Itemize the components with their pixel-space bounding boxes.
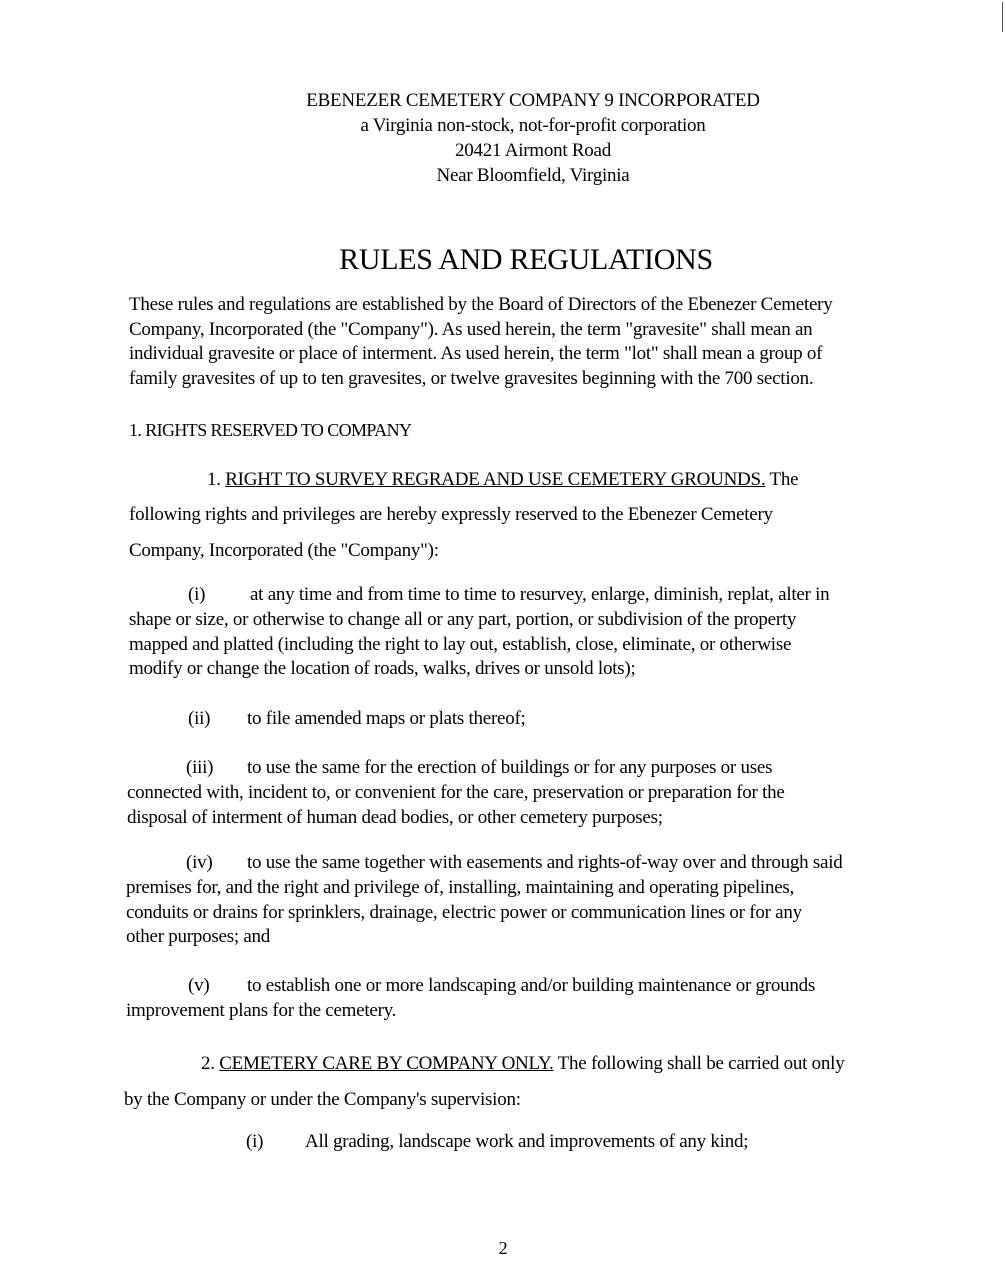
intro-line: individual gravesite or place of interment. As used herein, the term "lot" shall mean a group of — [129, 343, 823, 364]
section-heading: 1. RIGHTS RESERVED TO COMPANY — [129, 420, 412, 440]
rule-1-item-label: (i) — [188, 584, 206, 605]
document-title: RULES AND REGULATIONS — [339, 243, 713, 276]
letterhead — [200, 88, 866, 188]
rule-1-item-text: at any time and from time to time to resurvey, enlarge, diminish, replat, alter in — [250, 584, 830, 605]
item-line: mapped and platted (including the right to lay out, establish, close, eliminate, or otherwise — [129, 633, 792, 655]
item-line: connected with, incident to, or convenient for the care, preservation or preparation for the — [127, 782, 785, 803]
rule-1-item-label: (iii) — [186, 757, 214, 778]
rule-2-item-text: All grading, landscape work and improvements of any kind; — [305, 1131, 749, 1152]
rule-1-item-continuation — [129, 608, 796, 682]
rule-text: The following shall be carried out only — [557, 1053, 845, 1074]
intro-paragraph — [129, 293, 833, 391]
rule-number: 1. — [207, 469, 221, 490]
company-locality: Near Bloomfield, Virginia — [436, 165, 630, 186]
rule-2-first-line — [201, 1052, 844, 1077]
item-line: other purposes; and — [126, 926, 271, 947]
rule-1-item-text: to file amended maps or plats thereof; — [247, 708, 526, 729]
rule-1-first-line — [207, 468, 798, 493]
item-line: conduits or drains for sprinklers, drainage, electric power or communication lines or for any — [126, 901, 802, 923]
rule-2-item-label: (i) — [246, 1131, 264, 1152]
rule-heading: RIGHT TO SURVEY REGRADE AND USE CEMETERY GROUNDS. — [225, 469, 766, 490]
item-line: modify or change the location of roads, walks, drives or unsold lots); — [129, 658, 636, 679]
rule-1-item-text: to use the same together with easements and rights-of-way over and through said — [247, 852, 843, 873]
rule-heading: CEMETERY CARE BY COMPANY ONLY. — [219, 1053, 554, 1074]
intro-line: These rules and regulations are established by the Board of Directors of the Ebenezer Cemetery — [129, 294, 833, 315]
rule-1-line: Company, Incorporated (the "Company"): — [129, 540, 439, 561]
company-description: a Virginia non-stock, not-for-profit corporation — [360, 115, 706, 136]
rule-1-item-text: to establish one or more landscaping and/or building maintenance or grounds — [247, 975, 815, 996]
rule-1-item-continuation — [127, 781, 785, 830]
intro-line: family gravesites of up to ten gravesites, or twelve gravesites beginning with the 700 section. — [129, 367, 814, 389]
item-line: disposal of interment of human dead bodies, or other cemetery purposes; — [127, 806, 663, 828]
intro-line: Company, Incorporated (the "Company"). As used herein, the term "gravesite" shall mean an — [129, 318, 813, 340]
company-street-address: 20421 Airmont Road — [455, 140, 611, 161]
rule-1-item-label: (v) — [188, 975, 210, 996]
rule-1-item-continuation — [126, 876, 802, 950]
rule-1-item-label: (iv) — [186, 852, 213, 873]
rule-1-line: following rights and privileges are hereby expressly reserved to the Ebenezer Cemetery — [129, 504, 773, 525]
rule-number: 2. — [201, 1053, 215, 1074]
rule-2-line: by the Company or under the Company's supervision: — [124, 1089, 521, 1110]
company-name: EBENEZER CEMETERY COMPANY 9 INCORPORATED — [306, 90, 760, 111]
rule-1-item-label: (ii) — [188, 708, 211, 729]
rule-text: The — [769, 469, 799, 490]
rule-1-item-text: to use the same for the erection of buildings or for any purposes or uses — [247, 757, 773, 778]
page-number: 2 — [498, 1238, 508, 1258]
rule-1-item-continuation: improvement plans for the cemetery. — [126, 1000, 397, 1021]
item-line: premises for, and the right and privilege of, installing, maintaining and operating pipelines, — [126, 877, 795, 898]
scan-edge-mark — [1002, 2, 1003, 32]
item-line: shape or size, or otherwise to change all or any part, portion, or subdivision of the property — [129, 609, 797, 630]
